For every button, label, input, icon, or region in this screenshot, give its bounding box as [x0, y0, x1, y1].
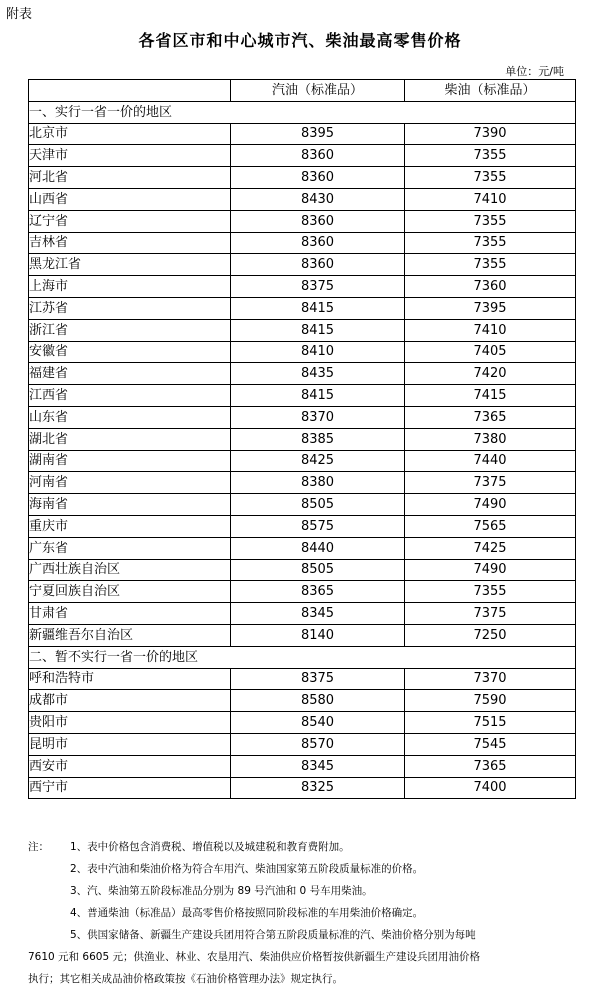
- diesel-price: 7370: [405, 668, 576, 690]
- gasoline-price: 8540: [231, 712, 405, 734]
- table-row: [29, 428, 576, 450]
- gasoline-price: 8365: [231, 581, 405, 603]
- gasoline-price: 8325: [231, 777, 405, 799]
- gasoline-price: 8360: [231, 145, 405, 167]
- diesel-price: 7590: [405, 690, 576, 712]
- notes-label: 注：: [28, 841, 49, 853]
- table-row: [29, 668, 576, 690]
- table-row: [29, 690, 576, 712]
- table-row: [29, 450, 576, 472]
- diesel-price: 7375: [405, 472, 576, 494]
- unit-label: 单位：元/吨: [505, 65, 564, 78]
- section-row: [29, 646, 576, 668]
- region-name: 河北省: [29, 167, 231, 189]
- note-item: 1、表中价格包含消费税、增值税以及城建税和教育费附加。: [70, 841, 350, 853]
- table-row: [29, 581, 576, 603]
- diesel-price: 7405: [405, 341, 576, 363]
- gasoline-price: 8345: [231, 755, 405, 777]
- region-name: 昆明市: [29, 733, 231, 755]
- diesel-price: 7415: [405, 385, 576, 407]
- table-row: [29, 232, 576, 254]
- table-row: [29, 537, 576, 559]
- diesel-price: 7565: [405, 515, 576, 537]
- region-name: 山西省: [29, 188, 231, 210]
- notes: [28, 836, 588, 990]
- diesel-price: 7355: [405, 232, 576, 254]
- gasoline-price: 8415: [231, 385, 405, 407]
- region-name: 上海市: [29, 276, 231, 298]
- diesel-price: 7355: [405, 254, 576, 276]
- gasoline-price: 8370: [231, 406, 405, 428]
- table-header-row: [29, 80, 576, 102]
- diesel-price: 7490: [405, 494, 576, 516]
- gasoline-price: 8360: [231, 232, 405, 254]
- region-name: 河南省: [29, 472, 231, 494]
- note-continuation: 执行；其它相关成品油价格政策按《石油价格管理办法》规定执行。: [28, 973, 343, 985]
- diesel-price: 7490: [405, 559, 576, 581]
- gasoline-price: 8425: [231, 450, 405, 472]
- table-row: [29, 385, 576, 407]
- region-name: 福建省: [29, 363, 231, 385]
- region-name: 吉林省: [29, 232, 231, 254]
- diesel-price: 7390: [405, 123, 576, 145]
- region-name: 成都市: [29, 690, 231, 712]
- region-name: 湖北省: [29, 428, 231, 450]
- region-name: 辽宁省: [29, 210, 231, 232]
- table-row: [29, 210, 576, 232]
- diesel-price: 7380: [405, 428, 576, 450]
- note-line: [28, 880, 588, 902]
- table-row: [29, 363, 576, 385]
- table-body: [29, 101, 576, 799]
- price-table: [28, 79, 576, 799]
- gasoline-price: 8140: [231, 624, 405, 646]
- table-row: [29, 515, 576, 537]
- region-name: 黑龙江省: [29, 254, 231, 276]
- diesel-price: 7400: [405, 777, 576, 799]
- diesel-price: 7410: [405, 319, 576, 341]
- gasoline-price: 8505: [231, 494, 405, 516]
- note-item: 2、表中汽油和柴油价格为符合车用汽、柴油国家第五阶段质量标准的价格。: [70, 863, 424, 875]
- header-region: [29, 80, 231, 102]
- region-name: 江西省: [29, 385, 231, 407]
- region-name: 天津市: [29, 145, 231, 167]
- gasoline-price: 8415: [231, 319, 405, 341]
- region-name: 广西壮族自治区: [29, 559, 231, 581]
- diesel-price: 7410: [405, 188, 576, 210]
- gasoline-price: 8415: [231, 297, 405, 319]
- region-name: 新疆维吾尔自治区: [29, 624, 231, 646]
- diesel-price: 7365: [405, 755, 576, 777]
- diesel-price: 7250: [405, 624, 576, 646]
- note-line: [28, 858, 588, 880]
- gasoline-price: 8435: [231, 363, 405, 385]
- note-line: [28, 902, 588, 924]
- table-row: [29, 297, 576, 319]
- section-label: 一、实行一省一价的地区: [29, 101, 576, 123]
- table-row: [29, 712, 576, 734]
- table-row: [29, 755, 576, 777]
- note-continuation: 7610 元和 6605 元；供渔业、林业、农垦用汽、柴油供应价格暂按供新疆生产建设兵团用油价格: [28, 951, 480, 963]
- gasoline-price: 8430: [231, 188, 405, 210]
- region-name: 湖南省: [29, 450, 231, 472]
- table-row: [29, 733, 576, 755]
- table-row: [29, 341, 576, 363]
- table-row: [29, 276, 576, 298]
- gasoline-price: 8505: [231, 559, 405, 581]
- gasoline-price: 8375: [231, 276, 405, 298]
- table-row: [29, 603, 576, 625]
- region-name: 宁夏回族自治区: [29, 581, 231, 603]
- note-item: 3、汽、柴油第五阶段标准品分别为 89 号汽油和 0 号车用柴油。: [70, 885, 373, 897]
- diesel-price: 7365: [405, 406, 576, 428]
- region-name: 北京市: [29, 123, 231, 145]
- diesel-price: 7395: [405, 297, 576, 319]
- region-name: 西安市: [29, 755, 231, 777]
- gasoline-price: 8360: [231, 254, 405, 276]
- gasoline-price: 8385: [231, 428, 405, 450]
- table-row: [29, 559, 576, 581]
- note-item: 4、普通柴油（标准品）最高零售价格按照同阶段标准的车用柴油价格确定。: [70, 907, 424, 919]
- diesel-price: 7355: [405, 167, 576, 189]
- note-item: 5、供国家储备、新疆生产建设兵团用符合第五阶段质量标准的汽、柴油价格分别为每吨: [70, 929, 476, 941]
- table-row: [29, 319, 576, 341]
- table-row: [29, 123, 576, 145]
- page-title: 各省区市和中心城市汽、柴油最高零售价格: [138, 31, 462, 50]
- section-row: [29, 101, 576, 123]
- region-name: 浙江省: [29, 319, 231, 341]
- gasoline-price: 8570: [231, 733, 405, 755]
- gasoline-price: 8395: [231, 123, 405, 145]
- diesel-price: 7545: [405, 733, 576, 755]
- region-name: 江苏省: [29, 297, 231, 319]
- table-row: [29, 777, 576, 799]
- diesel-price: 7355: [405, 581, 576, 603]
- note-line: [28, 836, 588, 858]
- region-name: 安徽省: [29, 341, 231, 363]
- table-row: [29, 145, 576, 167]
- region-name: 重庆市: [29, 515, 231, 537]
- gasoline-price: 8360: [231, 210, 405, 232]
- diesel-price: 7425: [405, 537, 576, 559]
- diesel-price: 7355: [405, 210, 576, 232]
- region-name: 西宁市: [29, 777, 231, 799]
- region-name: 海南省: [29, 494, 231, 516]
- gasoline-price: 8410: [231, 341, 405, 363]
- region-name: 广东省: [29, 537, 231, 559]
- gasoline-price: 8375: [231, 668, 405, 690]
- diesel-price: 7360: [405, 276, 576, 298]
- note-line: [28, 924, 588, 946]
- region-name: 呼和浩特市: [29, 668, 231, 690]
- gasoline-price: 8440: [231, 537, 405, 559]
- diesel-price: 7355: [405, 145, 576, 167]
- gasoline-price: 8380: [231, 472, 405, 494]
- table-row: [29, 167, 576, 189]
- table-row: [29, 406, 576, 428]
- table-row: [29, 188, 576, 210]
- attachment-label: 附表: [6, 7, 33, 22]
- gasoline-price: 8345: [231, 603, 405, 625]
- diesel-price: 7420: [405, 363, 576, 385]
- gasoline-price: 8580: [231, 690, 405, 712]
- gasoline-price: 8575: [231, 515, 405, 537]
- diesel-price: 7515: [405, 712, 576, 734]
- section-label: 二、暂不实行一省一价的地区: [29, 646, 576, 668]
- header-gasoline: 汽油（标准品）: [231, 80, 405, 102]
- diesel-price: 7375: [405, 603, 576, 625]
- region-name: 甘肃省: [29, 603, 231, 625]
- header-diesel: 柴油（标准品）: [405, 80, 576, 102]
- gasoline-price: 8360: [231, 167, 405, 189]
- table-row: [29, 472, 576, 494]
- region-name: 山东省: [29, 406, 231, 428]
- table-row: [29, 494, 576, 516]
- region-name: 贵阳市: [29, 712, 231, 734]
- diesel-price: 7440: [405, 450, 576, 472]
- table-row: [29, 624, 576, 646]
- table-row: [29, 254, 576, 276]
